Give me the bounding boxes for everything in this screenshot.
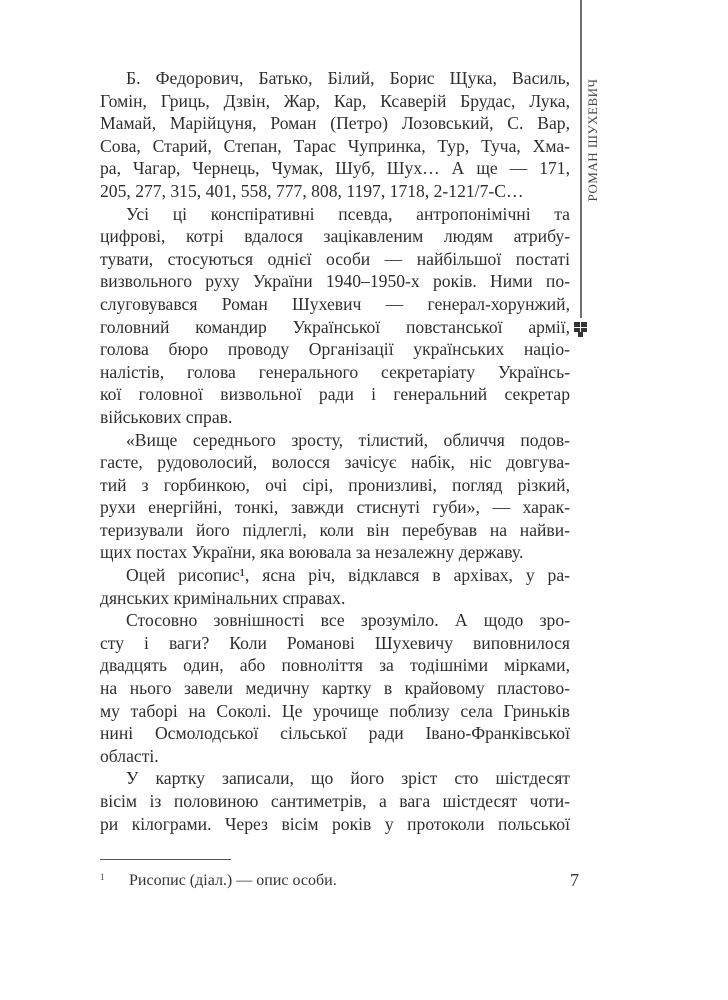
text-line: налістів, голова генерального секретаріату Українсь- — [100, 361, 570, 382]
paragraph — [100, 767, 570, 835]
margin-rule — [580, 0, 582, 318]
paragraph — [100, 429, 570, 565]
text-line: кої головної визвольної ради і генеральний секретар — [100, 384, 570, 405]
paragraph — [100, 67, 570, 203]
text-line: рухи енергійні, тонкі, завжди стиснуті губи», — харак- — [100, 497, 570, 518]
paragraph — [100, 609, 570, 767]
text-line: ра, Чагар, Чернець, Чумак, Шуб, Шух… А ще — 171, — [100, 158, 570, 179]
text-line: тий з горбинкою, очі сірі, пронизливі, погляд різкий, — [100, 474, 570, 495]
text-line: му таборі на Соколі. Це урочище поблизу села Гриньків — [100, 700, 570, 721]
text-line: У картку записали, що його зріст сто шістдесят — [126, 768, 570, 789]
footnote-mark: 1 — [100, 872, 105, 882]
text-line: Гомін, Гриць, Дзвін, Жар, Кар, Ксаверій Брудас, Лука, — [100, 90, 570, 111]
text-line: щих постах України, яка воювала за незалежну державу. — [100, 542, 524, 563]
text-line: Стосовно зовнішності все зрозуміло. А щодо зро- — [126, 610, 570, 631]
text-line: цифрові, котрі вдалося зацікавленим людям атрибу- — [100, 226, 570, 247]
text-line: визвольного руху України 1940–1950-х років. Ними по- — [100, 271, 570, 292]
text-line: Оцей рисопис¹, ясна річ, відклався в архівах, у ра- — [126, 565, 570, 586]
text-line: 205, 277, 315, 401, 558, 777, 808, 1197, 1718, 2-121/7-С… — [100, 180, 524, 201]
ornament-icon — [574, 322, 588, 337]
body-text — [100, 67, 570, 835]
text-line: слуговувався Роман Шухевич — генерал-хорунжий, — [100, 293, 570, 314]
paragraph — [100, 564, 570, 609]
text-line: «Вище середнього зросту, тілистий, обличчя подов- — [126, 429, 570, 450]
text-line: Сова, Старий, Степан, Тарас Чупринка, Тур, Туча, Хма- — [100, 135, 570, 156]
text-line: гасте, рудоволосий, волосся зачісує набік, ніс довгува- — [100, 452, 570, 473]
footnote-text: Рисопис (діал.) — опис особи. — [129, 872, 337, 889]
text-line: тувати, стосуються однієї особи — найбільшої постаті — [100, 248, 570, 269]
text-line: ри кілограми. Через вісім років у протоколи польської — [100, 813, 570, 834]
text-line: головний командир Української повстанської армії, — [100, 316, 570, 337]
page-number: 7 — [570, 870, 579, 890]
text-line: Мамай, Марійцуня, Роман (Петро) Лозовський, С. Вар, — [100, 113, 570, 134]
text-line: дянських кримінальних справах. — [100, 587, 346, 608]
footnote-rule — [100, 859, 231, 860]
text-line: сту і ваги? Коли Романові Шухевичу виповнилося — [100, 632, 570, 653]
running-head: РОМАН ШУХЕВИЧ — [585, 78, 600, 202]
text-line: області. — [100, 745, 159, 766]
text-line: теризували його підлеглі, коли він перебував на найви- — [100, 519, 570, 540]
text-line: нині Осмолодської сільської ради Івано-Франківської — [100, 723, 570, 744]
text-line: двадцять один, або повноліття за тодішніми мірками, — [100, 655, 570, 676]
text-line: Усі ці конспіративні псевда, антропонімічні та — [126, 203, 570, 224]
text-line: Б. Федорович, Батько, Білий, Борис Щука, Василь, — [126, 68, 570, 88]
paragraph — [100, 203, 570, 429]
text-line: голова бюро проводу Організації українських націо- — [100, 339, 570, 360]
text-line: вісім із половиною сантиметрів, а вага шістдесят чоти- — [100, 791, 570, 811]
text-line: на нього завели медичну картку в крайовому пластово- — [100, 678, 570, 699]
text-line: військових справ. — [100, 406, 233, 427]
